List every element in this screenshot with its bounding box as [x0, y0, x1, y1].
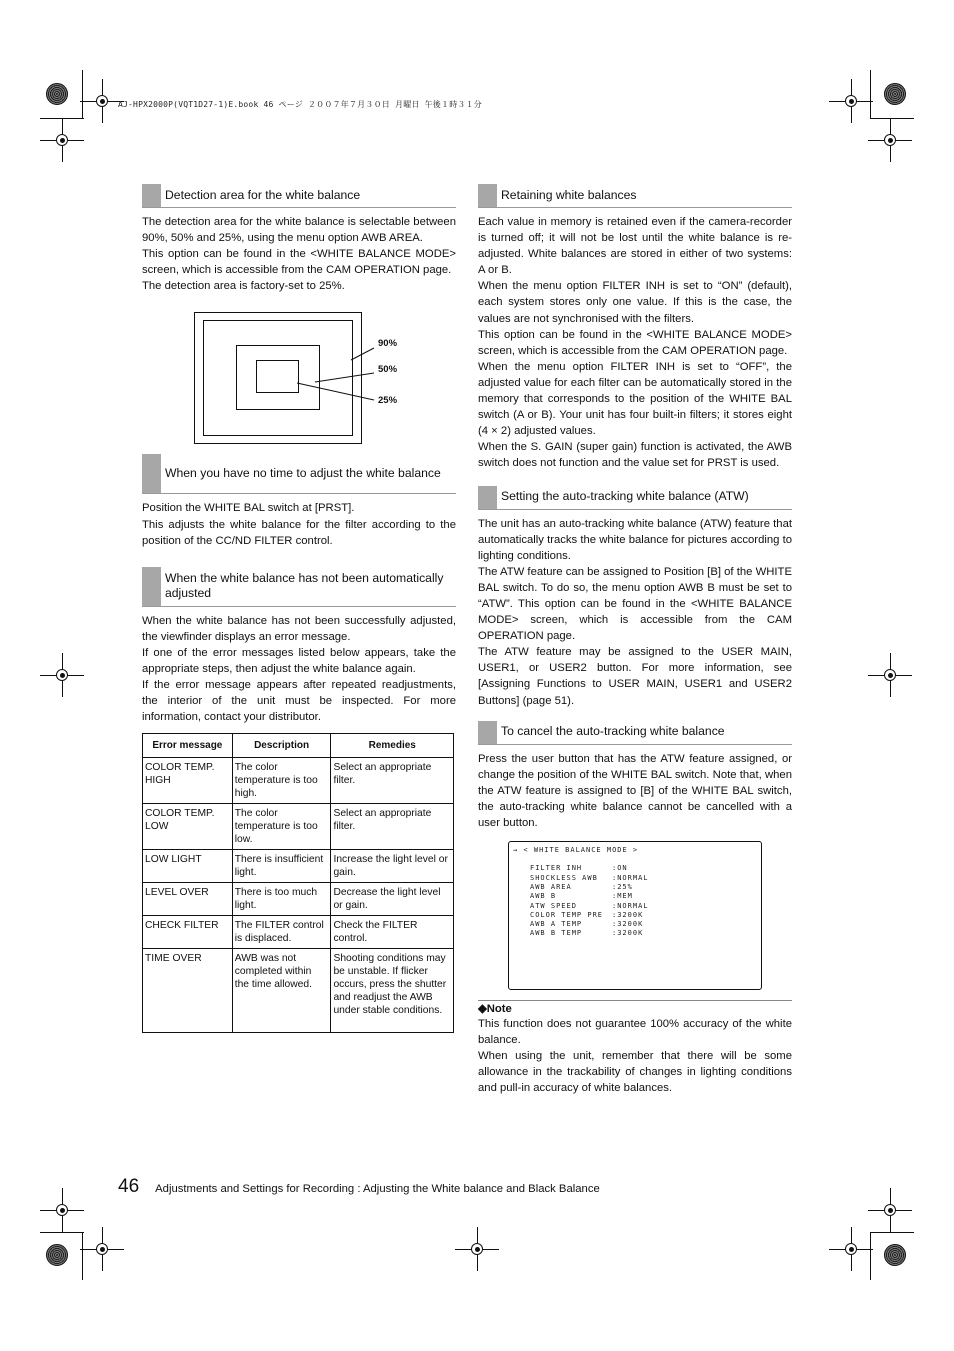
menu-item-value: :3200K: [612, 920, 644, 929]
section-title: Retaining white balances: [501, 187, 637, 202]
table-row: [143, 804, 454, 850]
white-balance-mode-menu-screen: [508, 841, 762, 990]
error-message-cell: LEVEL OVER: [143, 883, 233, 916]
error-message-cell: LOW LIGHT: [143, 850, 233, 883]
menu-row: [513, 929, 761, 938]
description-cell: The FILTER control is displaced.: [232, 916, 331, 949]
description-cell: AWB was not completed within the time allowed.: [232, 949, 331, 1033]
menu-item-label: AWB AREA: [530, 882, 572, 891]
paragraph: When the menu option FILTER INH is set to “OFF”, the adjusted value for each filter can be automatically stored in the memory that corresponds to the position of the WHITE BAL switch (A or B). Your unit has four built-in filters; it stores eight (4 × 2) adjusted values.: [478, 360, 792, 438]
section-heading: [142, 184, 456, 208]
section-heading: [142, 567, 456, 607]
paragraph: Press the user button that has the ATW feature assigned, or change the position of the WHITE BAL switch. Note that, when the ATW feature is assigned to [B] of the WHITE BAL switch, the auto-tracking white balance cannot be cancelled with a user button.: [478, 752, 792, 829]
paragraph: The detection area for the white balance is selectable between 90%, 50% and 25%, using the menu option AWB AREA.: [142, 216, 456, 245]
section-heading: [478, 721, 792, 745]
paragraph: This adjusts the white balance for the filter according to the position of the CC/ND FILTER control.: [142, 518, 456, 547]
paragraph: The unit has an auto-tracking white balance (ATW) feature that automatically tracks the white balance for pictures according to lighting conditions.: [478, 517, 792, 562]
registration-mark-top-left: [46, 83, 68, 105]
remedy-cell: Increase the light level or gain.: [331, 850, 454, 883]
menu-item-label: COLOR TEMP PRE: [530, 910, 604, 919]
menu-row: [513, 864, 761, 873]
trim-line: [870, 1232, 871, 1280]
menu-row: [513, 874, 761, 883]
error-message-cell: COLOR TEMP. LOW: [143, 804, 233, 850]
menu-row: [513, 883, 761, 892]
column-header: Description: [232, 734, 331, 758]
trim-line: [82, 70, 83, 118]
error-message-cell: CHECK FILTER: [143, 916, 233, 949]
section-title: To cancel the auto-tracking white balance: [501, 724, 725, 739]
section-title: When the white balance has not been automatically adjusted: [165, 570, 444, 600]
leader-lines: [194, 312, 418, 444]
paragraph: The ATW feature can be assigned to Position [B] of the WHITE BAL switch. To do so, the menu option AWB B must be set to “ATW”. This option can be found in the <WHITE BALANCE MODE> screen, which is accessible from the CAM OPERATION page.: [478, 565, 792, 643]
label-25: 25%: [378, 395, 398, 407]
menu-item-label: AWB B: [530, 892, 557, 901]
table-header-row: [143, 734, 454, 758]
remedy-cell: Shooting conditions may be unstable. If flicker occurs, press the shutter and readjust the AWB under stable conditions.: [331, 949, 454, 1033]
trim-line: [82, 1232, 83, 1280]
paragraph: This function does not guarantee 100% accuracy of the white balance.: [478, 1018, 792, 1047]
table-row: [143, 949, 454, 1033]
section-title: Detection area for the white balance: [165, 187, 361, 202]
paragraph: Position the WHITE BAL switch at [PRST].: [142, 502, 355, 515]
registration-mark-bottom-right: [884, 1244, 906, 1266]
paragraph: When the menu option FILTER INH is set to “ON” (default), each system stores only one value. If this is the case, the values are not synchronised with the filters.: [478, 280, 792, 325]
paragraph: When the S. GAIN (super gain) function is activated, the AWB switch does not function and the value set for PRST is used.: [478, 441, 792, 470]
menu-item-value: :3200K: [612, 910, 644, 919]
label-90: 90%: [378, 338, 398, 350]
note-heading: ◆Note: [478, 1003, 512, 1016]
trim-line: [870, 70, 871, 118]
table-row: [143, 916, 454, 949]
remedy-cell: Check the FILTER control.: [331, 916, 454, 949]
paragraph: When the white balance has not been successfully adjusted, the viewfinder displays an error message.: [142, 614, 456, 643]
menu-item-label: FILTER INH: [530, 864, 583, 873]
trim-line: [40, 1232, 84, 1233]
error-message-cell: COLOR TEMP. HIGH: [143, 758, 233, 804]
menu-row: [513, 892, 761, 901]
footer-text: Adjustments and Settings for Recording : Adjusting the White balance and Black Balance: [155, 1183, 600, 1195]
menu-item-value: :25%: [612, 882, 633, 891]
paragraph: When using the unit, remember that there will be some allowance in the trackability of changes in lighting conditions and pull-in accuracy of white balances.: [478, 1050, 792, 1095]
section-title: When you have no time to adjust the white balance: [165, 465, 441, 480]
description-cell: There is insufficient light.: [232, 850, 331, 883]
page-number: 46: [118, 1176, 140, 1197]
registration-mark-bottom-left: [46, 1244, 68, 1266]
menu-item-value: :3200K: [612, 929, 644, 938]
page-footer: [118, 1176, 600, 1198]
section-title: Setting the auto-tracking white balance (ATW): [501, 489, 749, 503]
section-heading: [142, 454, 456, 494]
paragraph: The detection area is factory-set to 25%.: [142, 280, 345, 293]
trim-line: [870, 1232, 914, 1233]
label-50: 50%: [378, 364, 398, 376]
print-info: AJ-HPX2000P(VQT1D27-1)E.book 46 ページ ２００７年７月３０日 月曜日 午後１時３１分: [118, 100, 483, 109]
remedy-cell: Select an appropriate filter.: [331, 804, 454, 850]
menu-item-value: :MEM: [612, 892, 633, 901]
column-header: Error message: [143, 734, 233, 758]
right-column: [478, 184, 792, 1097]
table-row: [143, 850, 454, 883]
menu-item-label: AWB B TEMP: [530, 929, 583, 938]
note-block: [478, 1000, 792, 1096]
error-message-table: [142, 733, 454, 1033]
menu-item-value: :NORMAL: [612, 873, 649, 882]
menu-item-label: ATW SPEED: [530, 901, 577, 910]
registration-mark-top-right: [884, 83, 906, 105]
paragraph: This option can be found in the <WHITE BALANCE MODE> screen, which is accessible from the CAM OPERATION page.: [478, 328, 792, 357]
paragraph: If the error message appears after repeated readjustments, the interior of the unit must be inspected. For more information, contact your distributor.: [142, 679, 456, 724]
section-heading: [478, 184, 792, 208]
menu-row: [513, 920, 761, 929]
menu-row: [513, 911, 761, 920]
remedy-cell: Decrease the light level or gain.: [331, 883, 454, 916]
table-row: [143, 758, 454, 804]
paragraph: This option can be found in the <WHITE BALANCE MODE> screen, which is accessible from the CAM OPERATION page.: [142, 248, 456, 277]
remedy-cell: Select an appropriate filter.: [331, 758, 454, 804]
menu-item-label: AWB A TEMP: [530, 920, 583, 929]
column-header: Remedies: [331, 734, 454, 758]
description-cell: The color temperature is too low.: [232, 804, 331, 850]
description-cell: The color temperature is too high.: [232, 758, 331, 804]
trim-line: [870, 118, 914, 119]
description-cell: There is too much light.: [232, 883, 331, 916]
paragraph: If one of the error messages listed below appears, take the appropriate steps, then adjust the white balance again.: [142, 646, 456, 676]
section-heading: [478, 486, 792, 510]
menu-item-label: SHOCKLESS AWB: [530, 873, 598, 882]
left-column: [142, 184, 456, 1033]
table-row: [143, 883, 454, 916]
menu-title: → < WHITE BALANCE MODE >: [513, 846, 639, 855]
menu-row: [513, 902, 761, 911]
error-message-cell: TIME OVER: [143, 949, 233, 1033]
paragraph: The ATW feature may be assigned to the USER MAIN, USER1, or USER2 button. For more information, see [Assigning Functions to USER MAIN, USER1 and USER2 Buttons] (page 51).: [478, 646, 792, 707]
menu-item-value: :ON: [612, 864, 628, 873]
paragraph: Each value in memory is retained even if the camera-recorder is turned off; it will not be lost until the white balance is re-adjusted. White balances are stored in either of two systems: A or B.: [478, 216, 792, 277]
menu-item-value: :NORMAL: [612, 901, 649, 910]
detection-area-diagram: [194, 312, 418, 444]
